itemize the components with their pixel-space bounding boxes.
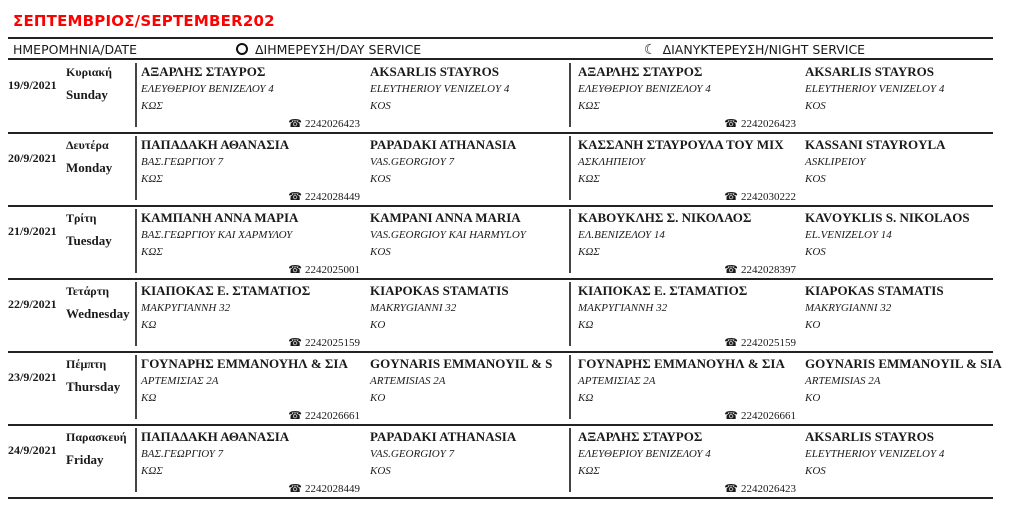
day-pharmacy-address-english: VAS.GEORGIOY 7 [370, 156, 455, 168]
column-divider [135, 355, 137, 419]
phone-icon: ☎ [288, 337, 302, 349]
day-pharmacy-address-greek: ΒΑΣ.ΓΕΩΡΓΙΟΥ ΚΑΙ ΧΑΡΜΥΛΟΥ [141, 229, 293, 241]
night-pharmacy-address-english: ASKLIPEIOY [805, 156, 866, 168]
day-pharmacy-name-greek: ΚΑΜΠΑΝΗ ΑΝΝΑ ΜΑΡΙΑ [141, 210, 299, 225]
phone-icon: ☎ [288, 191, 302, 203]
day-pharmacy-address-greek: ΒΑΣ.ΓΕΩΡΓΙΟΥ 7 [141, 448, 224, 460]
day-phone-number: 2242028449 [305, 483, 360, 495]
phone-icon: ☎ [724, 483, 738, 495]
day-pharmacy-name-greek: ΑΞΑΡΛΗΣ ΣΤΑΥΡΟΣ [141, 64, 266, 79]
column-divider [569, 63, 571, 127]
day-pharmacy-address-english: VAS.GEORGIOY KAI HARMYLOY [370, 229, 526, 241]
day-pharmacy-city-english: KOS [370, 173, 391, 185]
night-pharmacy-city-english: KOS [805, 465, 826, 477]
column-divider [135, 428, 137, 492]
day-pharmacy-city-english: KOS [370, 465, 391, 477]
day-pharmacy-city-greek: ΚΩΣ [141, 465, 163, 477]
column-divider [569, 428, 571, 492]
schedule-row [8, 61, 993, 134]
night-pharmacy-city-greek: ΚΩΣ [578, 465, 600, 477]
night-pharmacy-city-english: KOS [805, 246, 826, 258]
day-pharmacy-name-greek: ΚΙΑΠΟΚΑΣ Ε. ΣΤΑΜΑΤΙΟΣ [141, 283, 311, 298]
day-pharmacy-name-english: PAPADAKI ATHANASIA [370, 429, 517, 444]
day-phone-number: 2242026423 [305, 118, 360, 130]
day-pharmacy-address-greek: ΑΡΤΕΜΙΣΙΑΣ 2Α [141, 375, 219, 387]
night-pharmacy-city-greek: ΚΩ [578, 392, 594, 404]
phone-icon: ☎ [724, 118, 738, 130]
header-day-service [236, 42, 421, 57]
day-pharmacy-name-greek: ΠΑΠΑΔΑΚΗ ΑΘΑΝΑΣΙΑ [141, 137, 290, 152]
row-day-greek: Κυριακή [66, 65, 112, 79]
day-pharmacy-address-greek: ΕΛΕΥΘΕΡΙΟΥ ΒΕΝΙΖΕΛΟΥ 4 [141, 83, 274, 95]
day-pharmacy-phone [288, 409, 360, 422]
day-pharmacy-city-greek: ΚΩΣ [141, 100, 163, 112]
column-divider [135, 63, 137, 127]
phone-icon: ☎ [288, 410, 302, 422]
day-pharmacy-address-english: MAKRYGIANNI 32 [370, 302, 457, 314]
day-pharmacy-phone [288, 336, 360, 349]
night-pharmacy-name-english: KIAPOKAS STAMATIS [805, 283, 944, 298]
night-pharmacy-phone [724, 117, 796, 130]
day-pharmacy-phone [288, 263, 360, 276]
schedule-row [8, 134, 993, 207]
day-phone-number: 2242026661 [305, 410, 360, 422]
day-pharmacy-phone [288, 117, 360, 130]
row-day-english: Sunday [66, 87, 108, 102]
day-pharmacy-name-english: KIAPOKAS STAMATIS [370, 283, 509, 298]
night-pharmacy-city-english: KO [805, 392, 821, 404]
night-phone-number: 2242026423 [741, 118, 796, 130]
night-pharmacy-address-greek: ΕΛΕΥΘΕΡΙΟΥ ΒΕΝΙΖΕΛΟΥ 4 [578, 83, 711, 95]
day-pharmacy-name-english: AKSARLIS STAYROS [370, 64, 499, 79]
night-pharmacy-address-english: ELEYTHERIOY VENIZELOY 4 [805, 83, 945, 95]
day-pharmacy-name-greek: ΠΑΠΑΔΑΚΗ ΑΘΑΝΑΣΙΑ [141, 429, 290, 444]
sun-icon [236, 43, 248, 55]
day-pharmacy-address-english: VAS.GEORGIOY 7 [370, 448, 455, 460]
schedule-row [8, 207, 993, 280]
row-day-english: Monday [66, 160, 113, 175]
night-pharmacy-address-greek: ΜΑΚΡΥΓΙΑΝΝΗ 32 [578, 302, 668, 314]
column-divider [135, 136, 137, 200]
day-pharmacy-city-greek: ΚΩΣ [141, 246, 163, 258]
night-pharmacy-address-greek: ΑΣΚΛΗΠΕΙΟΥ [578, 156, 646, 168]
row-day-english: Wednesday [66, 306, 130, 321]
column-divider [569, 355, 571, 419]
night-pharmacy-name-english: AKSARLIS STAYROS [805, 429, 934, 444]
day-pharmacy-city-greek: ΚΩ [141, 319, 157, 331]
day-pharmacy-address-greek: ΜΑΚΡΥΓΙΑΝΝΗ 32 [141, 302, 231, 314]
row-day-greek: Τετάρτη [66, 284, 110, 298]
day-pharmacy-name-english: PAPADAKI ATHANASIA [370, 137, 517, 152]
night-pharmacy-name-greek: ΓΟΥΝΑΡΗΣ ΕΜΜΑΝΟΥΗΛ & ΣΙΑ [578, 356, 785, 371]
night-pharmacy-name-greek: ΑΞΑΡΛΗΣ ΣΤΑΥΡΟΣ [578, 429, 703, 444]
night-pharmacy-city-english: KO [805, 319, 821, 331]
day-pharmacy-phone [288, 190, 360, 203]
phone-icon: ☎ [724, 264, 738, 276]
schedule-row [8, 426, 993, 499]
row-day-english: Thursday [66, 379, 121, 394]
schedule-row [8, 353, 1002, 426]
night-pharmacy-address-greek: ΕΛΕΥΘΕΡΙΟΥ ΒΕΝΙΖΕΛΟΥ 4 [578, 448, 711, 460]
day-pharmacy-city-english: KO [370, 319, 386, 331]
row-date: 23/9/2021 [8, 370, 57, 384]
day-phone-number: 2242028449 [305, 191, 360, 203]
night-phone-number: 2242028397 [741, 264, 796, 276]
night-pharmacy-name-english: KAVOYKLIS S. NIKOLAOS [805, 210, 970, 225]
day-pharmacy-name-english: KAMPANI ANNA MARIA [370, 210, 521, 225]
header-date: ΗΜΕΡΟΜΗΝΙΑ/DATE [13, 42, 137, 57]
night-phone-number: 2242026661 [741, 410, 796, 422]
night-pharmacy-city-english: KOS [805, 100, 826, 112]
column-divider [135, 282, 137, 346]
night-pharmacy-city-english: KOS [805, 173, 826, 185]
day-pharmacy-address-english: ARTEMISIAS 2A [370, 375, 446, 387]
night-pharmacy-address-english: ELEYTHERIOY VENIZELOY 4 [805, 448, 945, 460]
night-pharmacy-phone [724, 263, 796, 276]
table-header [8, 37, 993, 60]
day-pharmacy-name-greek: ΓΟΥΝΑΡΗΣ ΕΜΜΑΝΟΥΗΛ & ΣΙΑ [141, 356, 348, 371]
night-pharmacy-phone [724, 190, 796, 203]
row-day-greek: Πέμπτη [66, 357, 107, 371]
night-pharmacy-city-greek: ΚΩ [578, 319, 594, 331]
day-pharmacy-city-english: KOS [370, 100, 391, 112]
night-pharmacy-city-greek: ΚΩΣ [578, 100, 600, 112]
night-pharmacy-name-english: AKSARLIS STAYROS [805, 64, 934, 79]
phone-icon: ☎ [724, 191, 738, 203]
night-pharmacy-address-greek: ΕΛ.ΒΕΝΙΖΕΛΟΥ 14 [578, 229, 665, 241]
row-day-greek: Δευτέρα [66, 138, 109, 152]
phone-icon: ☎ [288, 264, 302, 276]
day-pharmacy-name-english: GOYNARIS EMMANOYIL & S [370, 356, 553, 371]
header-night-label: ΔΙΑΝΥΚΤΕΡΕΥΣΗ/NIGHT SERVICE [662, 42, 866, 57]
column-divider [569, 136, 571, 200]
day-phone-number: 2242025001 [305, 264, 360, 276]
night-pharmacy-phone [724, 336, 796, 349]
phone-icon: ☎ [724, 337, 738, 349]
night-pharmacy-phone [724, 409, 796, 422]
column-divider [135, 209, 137, 273]
phone-icon: ☎ [288, 118, 302, 130]
row-date: 20/9/2021 [8, 151, 57, 165]
header-night-service [644, 42, 865, 58]
day-pharmacy-phone [288, 482, 360, 495]
row-day-greek: Τρίτη [66, 211, 97, 225]
night-pharmacy-phone [724, 482, 796, 495]
schedule-row [8, 280, 993, 353]
night-pharmacy-city-greek: ΚΩΣ [578, 173, 600, 185]
row-date: 19/9/2021 [8, 78, 57, 92]
day-pharmacy-address-english: ELEYTHERIOY VENIZELOY 4 [370, 83, 510, 95]
phone-icon: ☎ [288, 483, 302, 495]
day-pharmacy-city-english: KO [370, 392, 386, 404]
night-pharmacy-name-english: GOYNARIS EMMANOYIL & SIA [805, 356, 1002, 371]
row-date: 24/9/2021 [8, 443, 57, 457]
night-pharmacy-address-greek: ΑΡΤΕΜΙΣΙΑΣ 2Α [578, 375, 656, 387]
day-phone-number: 2242025159 [305, 337, 360, 349]
day-pharmacy-city-english: KOS [370, 246, 391, 258]
row-date: 21/9/2021 [8, 224, 57, 238]
row-day-english: Friday [66, 452, 104, 467]
day-pharmacy-city-greek: ΚΩ [141, 392, 157, 404]
night-pharmacy-name-english: KASSANI STAYROYLA [805, 137, 946, 152]
night-pharmacy-name-greek: ΑΞΑΡΛΗΣ ΣΤΑΥΡΟΣ [578, 64, 703, 79]
night-pharmacy-city-greek: ΚΩΣ [578, 246, 600, 258]
phone-icon: ☎ [724, 410, 738, 422]
night-pharmacy-name-greek: ΚΑΣΣΑΝΗ ΣΤΑΥΡΟΥΛΑ ΤΟΥ ΜΙΧ [578, 137, 784, 152]
row-day-english: Tuesday [66, 233, 112, 248]
night-phone-number: 2242025159 [741, 337, 796, 349]
night-pharmacy-name-greek: ΚΙΑΠΟΚΑΣ Ε. ΣΤΑΜΑΤΙΟΣ [578, 283, 748, 298]
day-pharmacy-address-greek: ΒΑΣ.ΓΕΩΡΓΙΟΥ 7 [141, 156, 224, 168]
header-day-label: ΔΙΗΜΕΡΕΥΣΗ/DAY SERVICE [255, 42, 422, 57]
page-title: ΣΕΠΤΕΜΒΡΙΟΣ/SEPTEMBER202 [13, 12, 275, 30]
night-pharmacy-name-greek: ΚΑΒΟΥΚΛΗΣ Σ. ΝΙΚΟΛΑΟΣ [578, 210, 752, 225]
column-divider [569, 209, 571, 273]
day-pharmacy-city-greek: ΚΩΣ [141, 173, 163, 185]
moon-icon: ☾ [644, 42, 657, 58]
night-pharmacy-address-english: ARTEMISIAS 2A [805, 375, 881, 387]
row-date: 22/9/2021 [8, 297, 57, 311]
column-divider [569, 282, 571, 346]
night-phone-number: 2242026423 [741, 483, 796, 495]
night-pharmacy-address-english: MAKRYGIANNI 32 [805, 302, 892, 314]
night-phone-number: 2242030222 [741, 191, 796, 203]
night-pharmacy-address-english: EL.VENIZELOY 14 [805, 229, 892, 241]
row-day-greek: Παρασκευή [66, 430, 127, 444]
